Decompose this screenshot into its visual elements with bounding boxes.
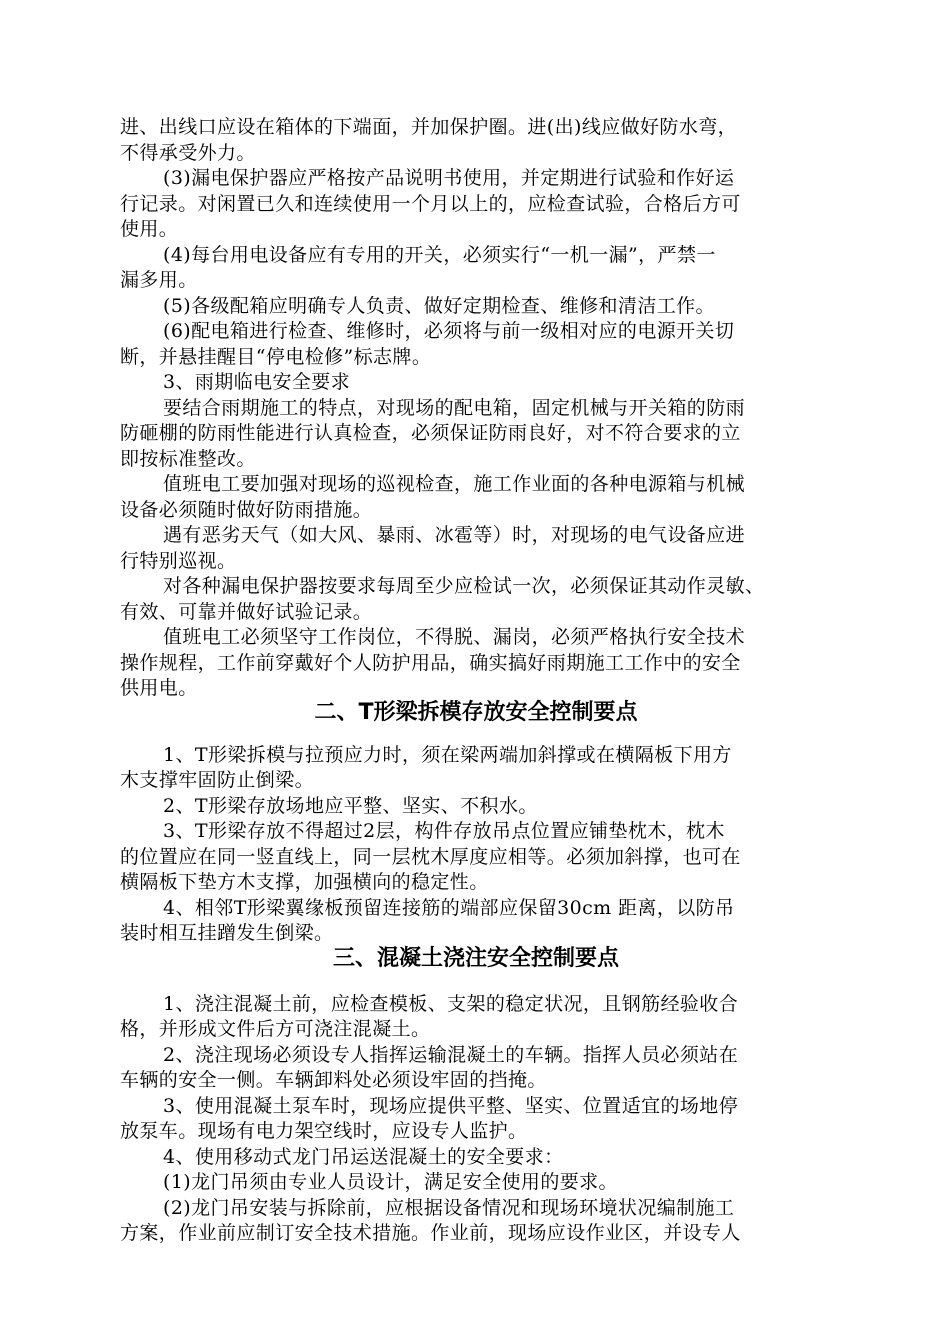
text-line: 格，并形成文件后方可浇注混凝土。 [120, 1018, 431, 1040]
text-line: 3、使用混凝土泵车时，现场应提供平整、坚实、位置适宜的场地停 [163, 1095, 739, 1117]
text-line: 2、浇注现场必须设专人指挥运输混凝土的车辆。指挥人员必须站在 [163, 1044, 739, 1066]
text-line: 装时相互挂蹭发生倒梁。 [120, 922, 334, 944]
section-heading: 二、T形梁拆模存放安全控制要点 [314, 700, 638, 725]
text-line: 值班电工要加强对现场的巡视检查，施工作业面的各种电源箱与机械 [163, 473, 746, 495]
text-line: 断，并悬挂醒目“停电检修”标志牌。 [120, 346, 432, 368]
text-line: 2、T形梁存放场地应平整、坚实、不积水。 [163, 795, 538, 817]
subheading-line: 3、雨期临电安全要求 [163, 371, 351, 393]
text-line: 行特别巡视。 [120, 550, 237, 572]
text-line: 4、使用移动式龙门吊运送混凝土的安全要求： [163, 1146, 564, 1168]
text-line: 要结合雨期施工的特点，对现场的配电箱，固定机械与开关箱的防雨 [163, 397, 746, 419]
text-line: 漏多用。 [120, 269, 198, 291]
text-line: (5)各级配箱应明确专人负责、做好定期检查、维修和清洁工作。 [163, 295, 715, 317]
text-line: (4)每台用电设备应有专用的开关，必须实行“一机一漏”，严禁一 [163, 244, 716, 266]
text-line: (3)漏电保护器应严格按产品说明书使用，并定期进行试验和作好运 [163, 167, 735, 189]
text-line: 即按标准整改。 [120, 448, 256, 470]
text-line: 行记录。对闲置已久和连续使用一个月以上的，应检查试验，合格后方可 [120, 193, 741, 215]
text-line: 4、相邻T形梁翼缘板预留连接筋的端部应保留30cm 距离，以防吊 [163, 897, 735, 919]
text-line: 有效、可靠并做好试验记录。 [120, 601, 373, 623]
text-line: 的位置应在同一竖直线上，同一层枕木厚度应相等。必须加斜撑，也可在 [120, 846, 741, 868]
text-line: 设备必须随时做好防雨措施。 [120, 499, 373, 521]
text-line: 车辆的安全一侧。车辆卸料处必须设牢固的挡掩。 [120, 1069, 547, 1091]
text-line: 3、T形梁存放不得超过2层，构件存放吊点位置应铺垫枕木，枕木 [163, 820, 725, 842]
text-line: (1)龙门吊须由专业人员设计，满足安全使用的要求。 [163, 1171, 618, 1193]
section-heading: 三、混凝土浇注安全控制要点 [332, 946, 619, 971]
text-line: 对各种漏电保护器按要求每周至少应检试一次，必须保证其动作灵敏、 [163, 575, 765, 597]
text-line: 放泵车。现场有电力架空线时，应设专人监护。 [120, 1120, 528, 1142]
text-line: 1、浇注混凝土前，应检查模板、支架的稳定状况，且钢筋经验收合 [163, 993, 739, 1015]
text-line: 值班电工必须坚守工作岗位，不得脱、漏岗，必须严格执行安全技术 [163, 626, 746, 648]
text-line: 木支撑牢固防止倒梁。 [120, 769, 315, 791]
text-line: 横隔板下垫方木支撑，加强横向的稳定性。 [120, 871, 489, 893]
text-line: 不得承受外力。 [120, 142, 256, 164]
text-line: (6)配电箱进行检查、维修时，必须将与前一级相对应的电源开关切 [163, 320, 735, 342]
text-line: 方案，作业前应制订安全技术措施。作业前，现场应设作业区，并设专人 [120, 1222, 741, 1244]
text-line: 遇有恶劣天气（如大风、暴雨、冰雹等）时，对现场的电气设备应进 [163, 524, 746, 546]
text-line: 使用。 [120, 218, 179, 240]
text-line: 防砸棚的防雨性能进行认真检查，必须保证防雨良好，对不符合要求的立 [120, 422, 741, 444]
text-line: 1、T形梁拆模与拉预应力时，须在梁两端加斜撑或在横隔板下用方 [163, 744, 732, 766]
text-line: 操作规程，工作前穿戴好个人防护用品，确实搞好雨期施工工作中的安全 [120, 652, 741, 674]
text-line: 进、出线口应设在箱体的下端面，并加保护圈。进(出)线应做好防水弯， [120, 116, 738, 138]
text-line: 供用电。 [120, 677, 198, 699]
text-line: (2)龙门吊安装与拆除前，应根据设备情况和现场环境状况编制施工 [163, 1197, 735, 1219]
